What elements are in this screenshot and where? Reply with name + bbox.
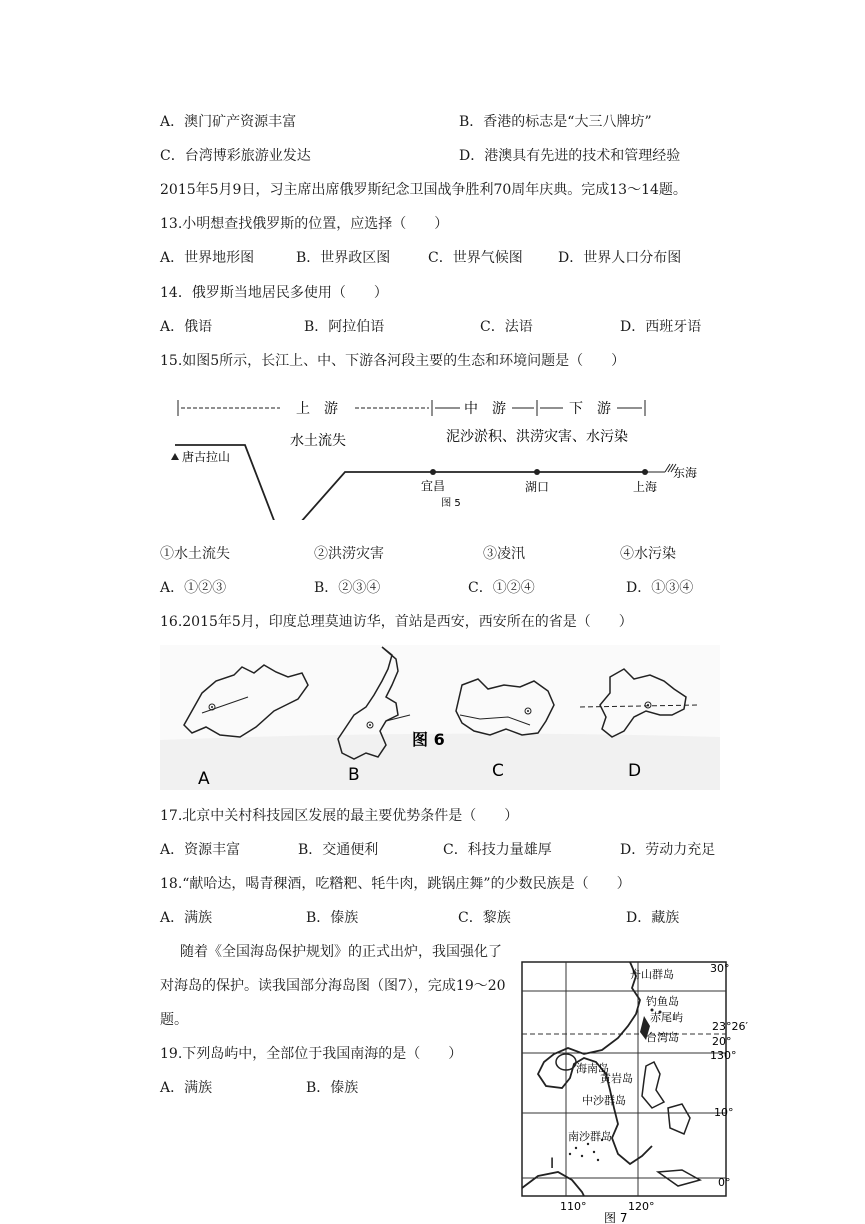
intro-19-20-line1: 随着《全国海岛保护规划》的正式出炉，我国强化了: [180, 944, 502, 960]
q19-option-b: B．傣族: [306, 1080, 359, 1096]
q15-option-c: C．①②④: [468, 580, 535, 596]
q19-stem: 19.下列岛屿中，全部位于我国南海的是（ ）: [160, 1046, 463, 1062]
q15-item-2: ②洪涝灾害: [314, 546, 384, 562]
q15-option-d: D．①③④: [626, 580, 694, 596]
q18-option-d: D．藏族: [626, 910, 680, 926]
label-middle: 中 游: [464, 401, 506, 417]
hukou-point: [534, 469, 540, 475]
label-d: D: [628, 761, 642, 781]
q15-item-1: ①水土流失: [160, 546, 230, 562]
intro-13-14: 2015年5月9日，习主席出席俄罗斯纪念卫国战争胜利70周年庆典。完成13～14题。: [160, 182, 687, 198]
label-c: C: [492, 761, 504, 781]
q16-stem: 16.2015年5月，印度总理莫迪访华，首站是西安，西安所在的省是（ ）: [160, 614, 633, 630]
label-upper: 上 游: [296, 401, 338, 417]
q18-option-b: B．傣族: [306, 910, 359, 926]
label-lat20: 20°: [712, 1035, 732, 1048]
q15-stem: 15.如图5所示，长江上、中、下游各河段主要的生态和环境问题是（ ）: [160, 353, 626, 369]
q15-option-a: A．①②③: [160, 580, 227, 596]
label-nansha: 南沙群岛: [568, 1130, 612, 1143]
label-shanghai: 上海: [632, 480, 658, 494]
label-lon130: 130°: [710, 1049, 737, 1062]
q15-item-4: ④水污染: [620, 546, 676, 562]
figure-7-caption: 图 7: [604, 1211, 628, 1224]
q13-stem: 13.小明想查找俄罗斯的位置，应选择（ ）: [160, 216, 449, 232]
shanghai-point: [642, 469, 648, 475]
q14-option-d: D．西班牙语: [620, 319, 702, 335]
label-diaoyu: 钓鱼岛: [646, 995, 679, 1008]
label-source: 唐古拉山: [182, 450, 231, 464]
q12-option-c: C．台湾博彩旅游业发达: [160, 148, 311, 164]
label-chiwei: 赤尾屿: [650, 1011, 683, 1024]
q17-option-d: D．劳动力充足: [620, 842, 716, 858]
label-zhongsha: 中沙群岛: [582, 1094, 626, 1107]
q14-option-c: C．法语: [480, 319, 533, 335]
label-zhoushan: 舟山群岛: [630, 968, 674, 981]
figure-5-yangtze-profile: [165, 390, 710, 520]
q12-option-d: D．港澳具有先进的技术和管理经验: [459, 148, 681, 164]
q13-option-d: D．世界人口分布图: [558, 250, 682, 266]
label-b: B: [348, 765, 360, 785]
roman-numeral-mark: Ⅰ: [550, 1156, 555, 1172]
q17-option-b: B．交通便利: [298, 842, 379, 858]
q17-option-a: A．资源丰富: [160, 842, 241, 858]
figure-5-caption: 图 5: [441, 498, 461, 509]
q13-option-a: A．世界地形图: [160, 250, 255, 266]
q13-option-c: C．世界气候图: [428, 250, 523, 266]
q17-stem: 17.北京中关村科技园区发展的最主要优势条件是（ ）: [160, 808, 519, 824]
q18-stem: 18.“献哈达，喝青稞酒，吃糌粑、牦牛肉，跳锅庄舞”的少数民族是（ ）: [160, 876, 631, 892]
yichang-point: [430, 469, 436, 475]
label-upper-issue: 水土流失: [290, 433, 346, 449]
label-huangyan: 黄岩岛: [600, 1072, 633, 1085]
figure-6-caption: 图 6: [412, 730, 445, 749]
label-hainan: 海南岛: [576, 1062, 609, 1075]
river-profile-line: [175, 445, 648, 520]
label-lon120: 120°: [628, 1200, 655, 1213]
label-lower: 下 游: [569, 401, 611, 417]
label-yichang: 宜昌: [420, 479, 446, 493]
q18-option-a: A．满族: [160, 910, 213, 926]
label-mid-low-issue: 泥沙淤积、洪涝灾害、水污染: [446, 429, 628, 445]
q13-option-b: B．世界政区图: [296, 250, 391, 266]
q17-option-c: C．科技力量雄厚: [443, 842, 552, 858]
mountain-triangle-icon: [171, 453, 179, 460]
intro-19-20-line2: 对海岛的保护。读我国部分海岛图（图7），完成19～20: [160, 978, 506, 994]
q14-stem: 14．俄罗斯当地居民多使用（ ）: [160, 285, 388, 301]
q12-option-b: B．香港的标志是“大三八牌坊”: [459, 114, 652, 130]
q19-option-a: A．满族: [160, 1080, 213, 1096]
label-lon110: 110°: [560, 1200, 587, 1213]
label-hukou: 湖口: [524, 480, 550, 494]
label-lat10: 10°: [714, 1106, 734, 1119]
q12-option-a: A．澳门矿产资源丰富: [160, 114, 297, 130]
label-sea: 东海: [673, 466, 698, 480]
q15-item-3: ③凌汛: [483, 546, 525, 562]
label-a: A: [198, 769, 210, 789]
figure-7-island-map: [518, 958, 753, 1224]
figure-6-province-outlines: [160, 645, 720, 790]
q14-option-a: A．俄语: [160, 319, 213, 335]
q15-option-b: B．②③④: [314, 580, 381, 596]
q18-option-c: C．黎族: [458, 910, 511, 926]
label-lat0: 0°: [718, 1176, 731, 1189]
q14-option-b: B．阿拉伯语: [304, 319, 385, 335]
label-taiwan: 台湾岛: [646, 1031, 679, 1044]
intro-19-20-line3: 题。: [160, 1012, 188, 1028]
label-lat30: 30°: [710, 962, 730, 975]
label-lat2326: 23°26′: [712, 1020, 748, 1033]
